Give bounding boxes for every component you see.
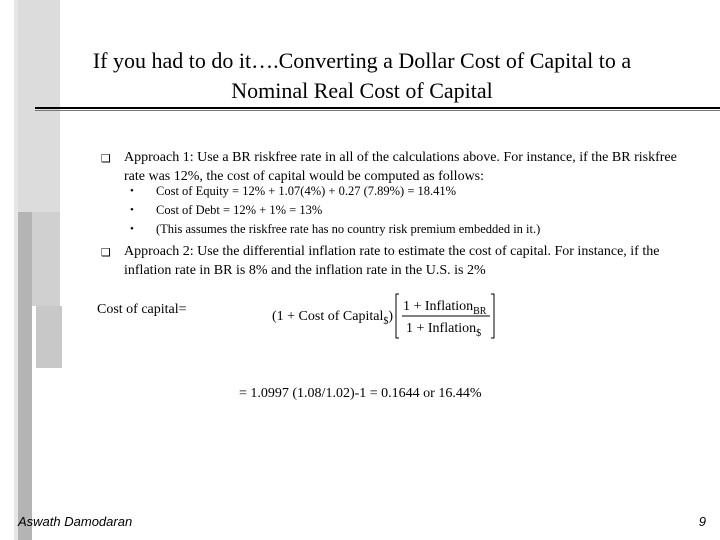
title-divider-shadow [35, 110, 720, 111]
bullet-dot-icon: • [130, 185, 134, 197]
formula-numerator: 1 + Inflation$_{BR}$ [403, 299, 487, 317]
sub-bullet-note: (This assumes the riskfree rate has no country risk premium embedded in it.) [156, 222, 541, 236]
result-equation: = 1.0997 (1.08/1.02)-1 = 0.1644 or 16.44% [239, 386, 482, 401]
title-line-1: If you had to do it….Converting a Dollar Cost of Capital to a [92, 48, 632, 73]
decor-bar [32, 212, 60, 306]
bullet-dot-icon: • [130, 204, 134, 216]
formula-right-bracket [491, 294, 494, 338]
inflation-formula [272, 290, 502, 342]
title-line-2: Nominal Real Cost of Capital [231, 78, 493, 103]
formula-left-bracket [396, 294, 399, 338]
formula-left-term: (1 + Cost of Capital$_{\$}$) [272, 309, 394, 327]
approach-2-text: Approach 2: Use the differential inflation rate to estimate the cost of capital. For instance, if the inflation rate in BR is 8% and the inflation rate in the U.S. is 2% [124, 244, 660, 278]
cost-of-capital-label: Cost of capital= [97, 302, 187, 317]
decor-bar [18, 212, 32, 540]
decor-bar [18, 0, 60, 212]
formula-denominator: 1 + Inflation$_{\$}$ [406, 321, 482, 339]
square-bullet-icon: ❑ [101, 246, 111, 259]
bullet-dot-icon: • [130, 223, 134, 235]
footer-author: Aswath Damodaran [18, 514, 133, 529]
approach-1-text: Approach 1: Use a BR riskfree rate in all of the calculations above. For instance, if the BR riskfree rate was 12%, the cost of capital would be computed as follows: [124, 150, 677, 184]
sub-bullet-debt: Cost of Debt = 12% + 1% = 13% [156, 203, 323, 217]
decor-bar [36, 306, 62, 368]
square-bullet-icon: ❑ [101, 152, 111, 165]
slide-title [50, 46, 674, 106]
title-divider [35, 107, 720, 109]
sub-bullet-equity: Cost of Equity = 12% + 1.07(4%) + 0.27 (7.89%) = 18.41% [156, 184, 457, 198]
page-number: 9 [698, 514, 706, 529]
